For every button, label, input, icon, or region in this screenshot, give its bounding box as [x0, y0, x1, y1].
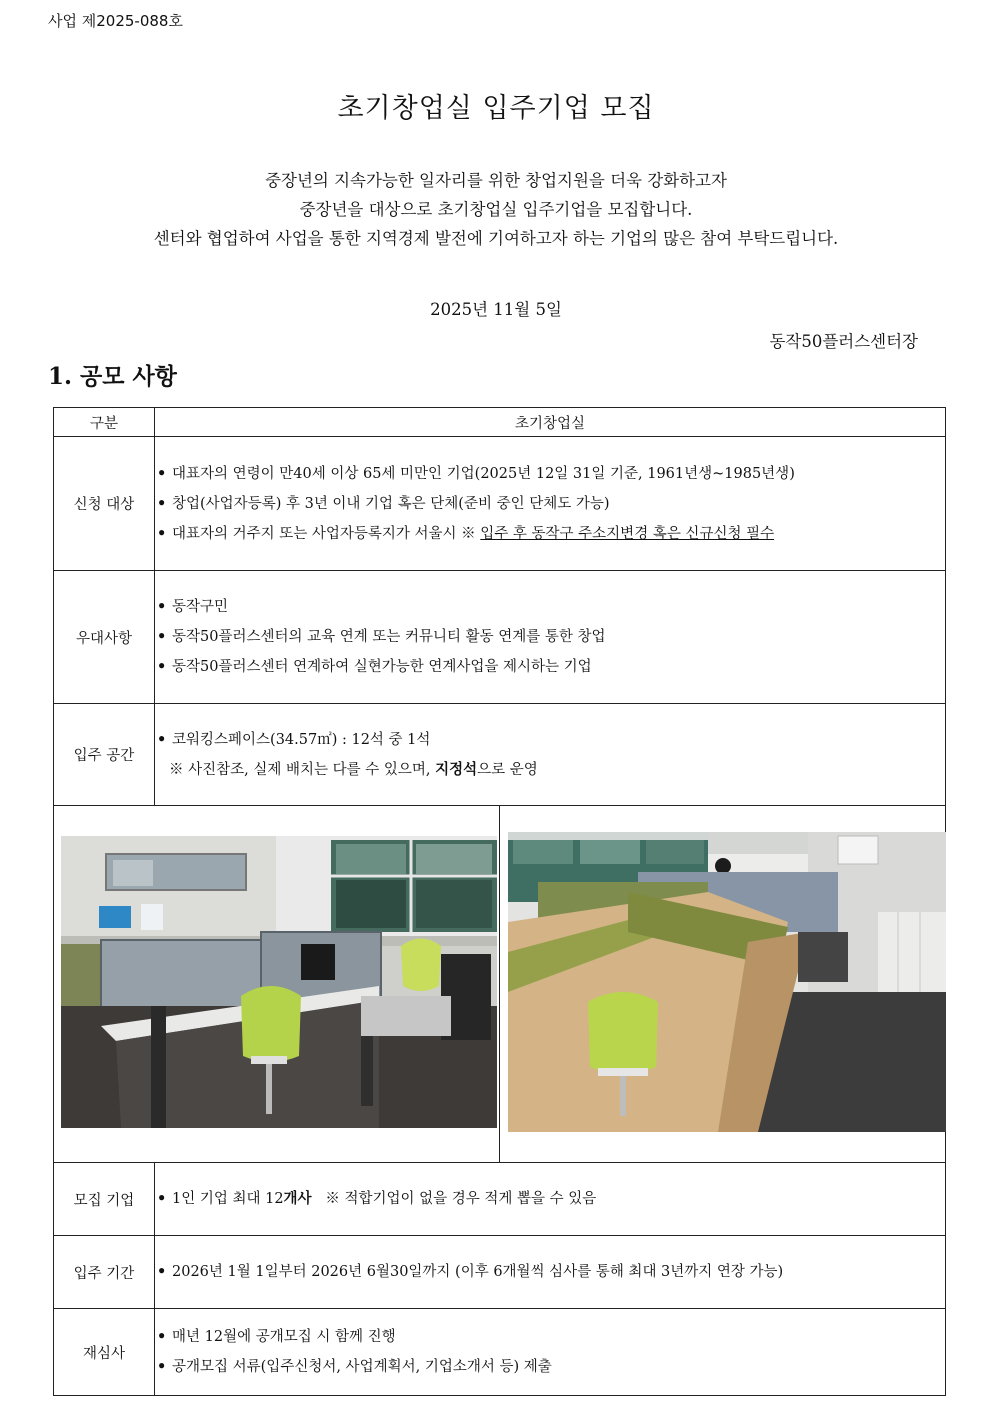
photo-cell-right [500, 806, 945, 1162]
table-row-recruit [54, 1163, 946, 1236]
review-content [155, 1309, 946, 1396]
intro-paragraph [0, 166, 992, 253]
period-content [155, 1236, 946, 1309]
header-label: 구분 [54, 408, 155, 437]
preference-label: 우대사항 [54, 571, 155, 704]
announcement-date: 2025년 11월 5일 [430, 300, 562, 319]
office-photo-right [508, 832, 946, 1132]
document-number: 사업 제2025-088호 [48, 12, 183, 30]
table-header-row [54, 408, 946, 437]
target-label: 신청 대상 [54, 437, 155, 571]
recruit-prefix: 1인 기업 최대 12 [172, 1191, 284, 1207]
space-note-suffix: 으로 운영 [477, 761, 538, 778]
list-item: • 코워킹스페이스(34.57㎡) : 12석 중 1석 [155, 725, 945, 755]
recruit-suffix: ※ 적합기업이 없을 경우 적게 뽑을 수 있음 [311, 1191, 597, 1207]
signer: 동작50플러스센터장 [769, 332, 918, 351]
header-value: 초기창업실 [155, 408, 946, 437]
target-content [155, 437, 946, 571]
review-label: 재심사 [54, 1309, 155, 1396]
list-item: • 대표자의 연령이 만40세 이상 65세 미만인 기업(2025년 12일 31일 기준, 1961년생~1985년생) [155, 459, 945, 489]
office-photo-left [61, 836, 497, 1128]
target-item3-prefix: 대표자의 거주지 또는 사업자등록지가 서울시 ※ [172, 525, 481, 542]
list-item [155, 1184, 945, 1214]
recruitment-table [53, 407, 946, 1396]
preference-content [155, 571, 946, 704]
list-item: • 동작구민 [155, 592, 945, 622]
table-row-preference [54, 571, 946, 704]
table-row-target [54, 437, 946, 571]
recruit-content [155, 1163, 946, 1236]
intro-line: 중장년을 대상으로 초기창업실 입주기업을 모집합니다. [299, 200, 693, 219]
list-item: • 매년 12월에 공개모집 시 함께 진행 [155, 1322, 945, 1352]
recruit-label: 모집 기업 [54, 1163, 155, 1236]
list-item: • 창업(사업자등록) 후 3년 이내 기업 혹은 단체(준비 중인 단체도 가능) [155, 489, 945, 519]
intro-line: 중장년의 지속가능한 일자리를 위한 창업지원을 더욱 강화하고자 [265, 171, 727, 190]
photo-cell-left [54, 806, 500, 1162]
list-item: • 동작50플러스센터의 교육 연계 또는 커뮤니티 활동 연계를 통한 창업 [155, 622, 945, 652]
table-row-review [54, 1309, 946, 1396]
table-row-space [54, 704, 946, 806]
recruit-bold: 개사 [283, 1190, 312, 1207]
photos-cell [54, 806, 946, 1163]
space-label: 입주 공간 [54, 704, 155, 806]
space-content [155, 704, 946, 806]
space-note-bold: 지정석 [435, 760, 478, 778]
page-title: 초기창업실 입주기업 모집 [337, 93, 655, 124]
table-row-period [54, 1236, 946, 1309]
table-row-photos [54, 806, 946, 1163]
section-heading: 1. 공모 사항 [48, 363, 177, 390]
intro-line: 센터와 협업하여 사업을 통한 지역경제 발전에 기여하고자 하는 기업의 많은 참여 부탁드립니다. [153, 229, 839, 248]
space-note-prefix: ※ 사진참조, 실제 배치는 다를 수 있으며, [169, 761, 436, 778]
space-note [155, 755, 945, 785]
period-label: 입주 기간 [54, 1236, 155, 1309]
list-item: • 2026년 1월 1일부터 2026년 6월30일까지 (이후 6개월씩 심사를 통해 최대 3년까지 연장 가능) [155, 1257, 945, 1287]
target-item3-underlined: 입주 후 동작구 주소지변경 혹은 신규신청 필수 [480, 525, 775, 542]
list-item: • 공개모집 서류(입주신청서, 사업계획서, 기업소개서 등) 제출 [155, 1352, 945, 1382]
list-item: • 동작50플러스센터 연계하여 실현가능한 연계사업을 제시하는 기업 [155, 652, 945, 682]
list-item [155, 519, 945, 549]
